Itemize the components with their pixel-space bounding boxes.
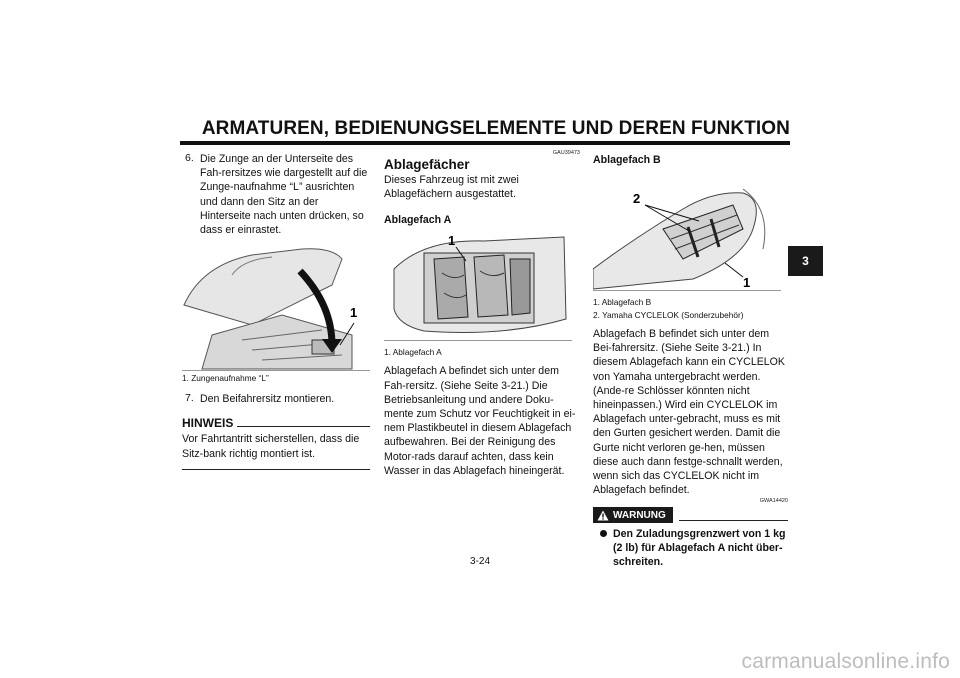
- step-6: [182, 152, 370, 237]
- warning-triangle-icon: [597, 510, 609, 521]
- illus-callout-a: 1: [448, 233, 456, 249]
- warning-badge: [593, 507, 673, 523]
- bullet-icon: [600, 530, 607, 537]
- compartment-b-figure: [593, 169, 781, 291]
- compartment-a-illustration: [384, 229, 572, 341]
- note-header: [182, 416, 370, 430]
- header-rule: [180, 141, 790, 145]
- step-7-text: Den Beifahrersitz montieren.: [200, 393, 335, 406]
- illus-callout-2: 2: [633, 191, 641, 206]
- warning-label: WARNUNG: [613, 509, 666, 521]
- illus-callout-1: 1: [743, 275, 751, 290]
- seat-tongue-illustration: [182, 245, 370, 371]
- page-header-title: ARMATUREN, BEDIENUNGSELEMENTE UND DEREN FUNKTION: [201, 118, 790, 139]
- note-text: Vor Fahrtantritt sicherstellen, dass die Sitz-bank richtig montiert ist.: [182, 433, 360, 460]
- illus-callout: 1: [350, 305, 358, 321]
- chapter-tab[interactable]: 3: [788, 246, 823, 276]
- section-title: Ablagefächer: [384, 157, 470, 172]
- column-left: [182, 150, 370, 470]
- page-number: 3-24: [469, 556, 490, 567]
- column-right: [593, 150, 788, 569]
- warning-code: GWA14420: [759, 498, 788, 505]
- warning-rule: [679, 520, 788, 521]
- seat-tongue-figure: [182, 245, 370, 371]
- note-rule: [237, 426, 370, 427]
- step-7-number: 7.: [185, 392, 194, 405]
- compartment-a-figure: [384, 229, 572, 341]
- step-6-number: 6.: [185, 152, 194, 164]
- warning-header: [593, 507, 788, 523]
- subheading-b: Ablagefach B: [593, 154, 661, 166]
- caption-1: 1. Zungenaufnahme “L”: [182, 373, 269, 384]
- watermark: carmanualsonline.info: [741, 650, 950, 673]
- caption-b-1: 1. Ablagefach B: [593, 297, 652, 307]
- note-end-rule: [182, 469, 370, 470]
- step-6-text: Die Zunge an der Unterseite des Fah-rersitzes wie dargestellt auf die Zunge-naufnahme “L” ausrichten und dann den Sitz an der Hinterseite nach unten drücken, so dass er einrastet.: [200, 153, 368, 237]
- compartment-a-body: Ablagefach A befindet sich unter dem Fah-rersitz. (Siehe Seite 3-21.) Die Betriebsanleitung und andere Doku-mente zum Schutz vor Feuchtigkeit in ei-nem Plastikbeutel in diesem Ablagefach aufbewahren. Bei der Reinigung des Motor-rads darauf achten, dass kein Wasser in das Ablagefach hineingerät.: [384, 365, 576, 477]
- step-7: [182, 392, 370, 406]
- subheading-a: Ablagefach A: [384, 214, 452, 227]
- caption-b-2: 2. Yamaha CYCLELOK (Sonderzubehör): [593, 310, 744, 320]
- warning-item-text: Den Zuladungsgrenzwert von 1 kg (2 lb) für Ablagefach A nicht über-schreiten.: [613, 528, 786, 569]
- compartment-b-body: Ablagefach B befindet sich unter dem Bei-fahrersitz. (Siehe Seite 3-21.) In diesem Ablagefach kann ein CYCLELOK von Yamaha untergebracht werden. (Ande-re Schlösser könnten nicht hineinpassen.) Wird ein CYCLELOK im Ablagefach unter-gebracht, muss es mit den Gurten gesichert werden. Damit die Gurte nicht verloren ge-hen, müssen diese auch dann festge-schnallt werden, wenn sich das CYCLELOK nicht im Ablagefach befindet.: [593, 328, 785, 497]
- intro-text: Dieses Fahrzeug ist mit zwei Ablagefächern ausgestattet.: [384, 174, 519, 201]
- warning-item: [593, 527, 788, 569]
- compartment-b-illustration: [593, 169, 781, 291]
- column-middle: [384, 150, 580, 478]
- section-code: GAU39473: [552, 150, 580, 156]
- caption-a: 1. Ablagefach A: [384, 347, 442, 358]
- note-label: HINWEIS: [182, 416, 234, 431]
